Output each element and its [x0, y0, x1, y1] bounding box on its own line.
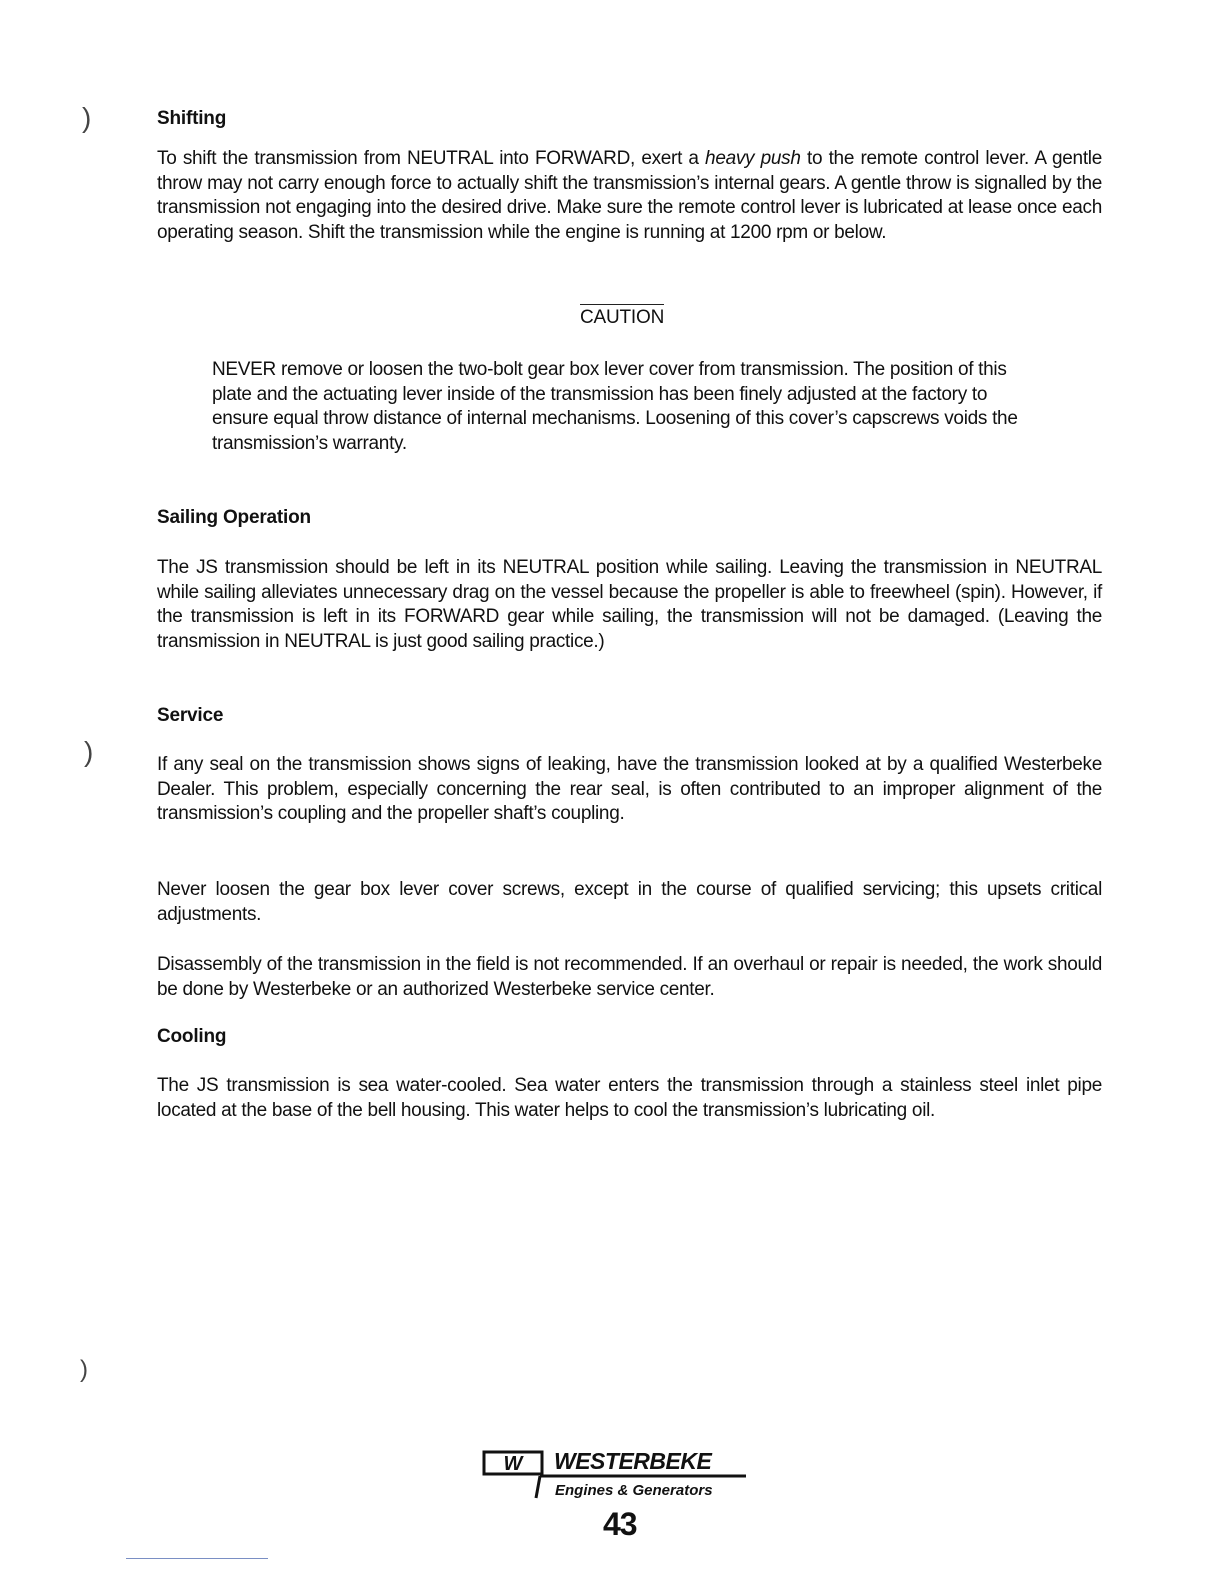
- sailing-paragraph: The JS transmission should be left in its NEUTRAL position while sailing. Leaving the transmission in NEUTRAL while sailing alleviates unnecessary drag on the vessel because the propeller is able to freewheel (spin). However, if the transmission is left in its FORWARD gear while sailing, the transmission will not be damaged. (Leaving the transmission in NEUTRAL is just good sailing practice.): [157, 557, 1102, 652]
- shifting-paragraph: [157, 147, 1102, 245]
- cooling-paragraph: The JS transmission is sea water-cooled. Sea water enters the transmission through a stainless steel inlet pipe located at the base of the bell housing. This water helps to cool the transmission’s lubricating oil.: [157, 1075, 1102, 1121]
- service-paragraph-3: Disassembly of the transmission in the field is not recommended. If an overhaul or repair is needed, the work should be done by Westerbeke or an authorized Westerbeke service center.: [157, 954, 1102, 1000]
- page-number: 43: [603, 1506, 637, 1542]
- caution-title: CAUTION: [580, 304, 664, 329]
- scan-mark: ): [84, 736, 94, 767]
- bottom-rule: [126, 1558, 268, 1559]
- section-heading-sailing: Sailing Operation: [157, 507, 311, 528]
- section-heading-shifting: Shifting: [157, 108, 227, 129]
- logo-mark: W: [503, 1453, 523, 1475]
- scan-mark: ): [80, 1356, 88, 1383]
- shifting-text-before: To shift the transmission from NEUTRAL into FORWARD, exert a: [157, 148, 706, 169]
- section-heading-cooling: Cooling: [157, 1026, 227, 1047]
- service-paragraph-1: If any seal on the transmission shows signs of leaking, have the transmission looked at by a qualified Westerbeke Dealer. This problem, especially concerning the rear seal, is often contributed to an improper alignment of the transmission’s coupling and the propeller shaft’s coupling.: [157, 754, 1102, 824]
- brand-tagline: Engines & Generators: [555, 1482, 713, 1499]
- scan-mark: ): [82, 102, 92, 133]
- shifting-text-after: to the remote control lever. A gentle throw may not carry enough force to actually shift the transmission’s internal gears. A gentle throw is signalled by the transmission not engaging into the desired drive. Make sure the remote control lever is lubricated at lease once each operating season. Shift the transmission while the engine is running at 1200 rpm or below.: [157, 148, 1102, 243]
- brand-name: WESTERBEKE: [554, 1448, 712, 1474]
- section-heading-service: Service: [157, 705, 224, 726]
- service-paragraph-2: Never loosen the gear box lever cover screws, except in the course of qualified servicing; this upsets critical adjustments.: [157, 879, 1102, 925]
- caution-body: NEVER remove or loosen the two-bolt gear box lever cover from transmission. The position of this plate and the actuating lever inside of the transmission has been finely adjusted at the factory to ensure equal throw distance of internal mechanisms. Loosening of this cover’s capscrews voids the transmission’s warranty.: [212, 359, 1018, 454]
- shifting-emphasis: heavy push: [705, 148, 801, 169]
